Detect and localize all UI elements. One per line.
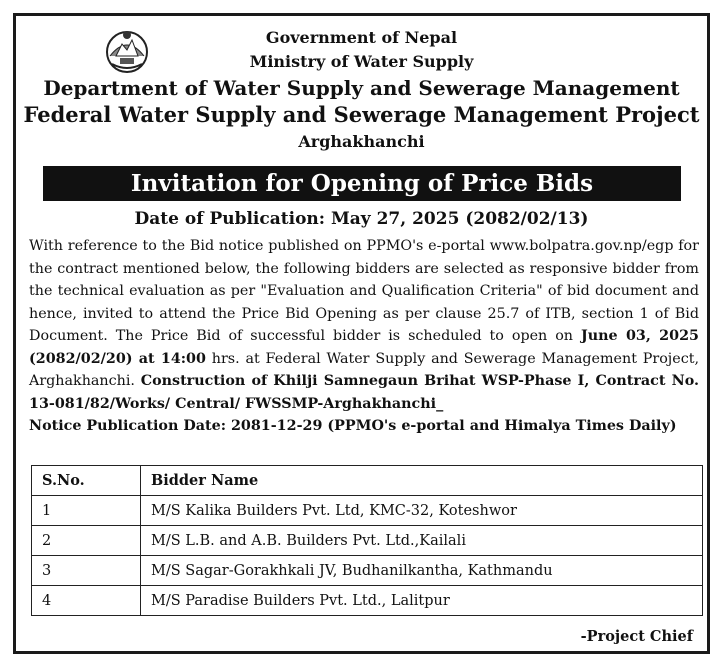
header-ministry: Ministry of Water Supply (249, 52, 474, 71)
cell-bidder-name: M/S Paradise Builders Pvt. Ltd., Lalitpur (141, 586, 703, 616)
cell-sno: 4 (32, 586, 141, 616)
signature-project-chief: -Project Chief (580, 628, 693, 645)
cell-sno: 3 (32, 556, 141, 586)
notice-body (29, 235, 699, 438)
header-project: Federal Water Supply and Sewerage Management Project (23, 102, 700, 127)
table-row (32, 556, 703, 586)
cell-bidder-name: M/S Kalika Builders Pvt. Ltd, KMC-32, Koteshwor (141, 496, 703, 526)
contract-description: Construction of Khilji Samnegaun Brihat WSP-Phase I, Contract No. 13-081/82/Works/ Central/ FWSSMP-Arghakhanchi_ (29, 373, 699, 412)
table-row (32, 526, 703, 556)
cell-bidder-name: M/S Sagar-Gorakhkali JV, Budhanilkantha, Kathmandu (141, 556, 703, 586)
notice-title-banner: Invitation for Opening of Price Bids (43, 166, 681, 201)
bidder-table (31, 465, 703, 616)
body-text-1: With reference to the Bid notice published on PPMO's e-portal www.bolpatra.gov.np/egp for the contract mentioned below, the following bidders are selected as responsive bidder from the technical evaluation as per "Evaluation and Qualification Criteria" of bid document and hence, invited to attend the Price Bid Opening as per clause 25.7 of ITB, section 1 of Bid Document. The Price Bid of successful bidder is scheduled to open on (29, 238, 699, 344)
cell-bidder-name: M/S L.B. and A.B. Builders Pvt. Ltd.,Kailali (141, 526, 703, 556)
cell-sno: 1 (32, 496, 141, 526)
header-location: Arghakhanchi (298, 132, 425, 151)
notice-frame (13, 13, 710, 654)
header-department: Department of Water Supply and Sewerage Management (43, 76, 680, 100)
body-text-2: hrs. at Federal Water Supply and Sewerage Management Project, Arghakhanchi. (29, 350, 700, 389)
header-government: Government of Nepal (265, 28, 458, 47)
table-row (32, 496, 703, 526)
table-row (32, 586, 703, 616)
col-header-bidder-name: Bidder Name (141, 466, 703, 496)
notice-publication-date: Notice Publication Date: 2081-12-29 (PPMO's e-portal and Himalya Times Daily) (29, 418, 677, 434)
opening-datetime: June 03, 2025 (2082/02/20) at 14:00 (29, 328, 699, 367)
table-header-row (32, 466, 703, 496)
col-header-sno: S.No. (32, 466, 141, 496)
cell-sno: 2 (32, 526, 141, 556)
publication-date: Date of Publication: May 27, 2025 (2082/02/13) (134, 209, 589, 229)
